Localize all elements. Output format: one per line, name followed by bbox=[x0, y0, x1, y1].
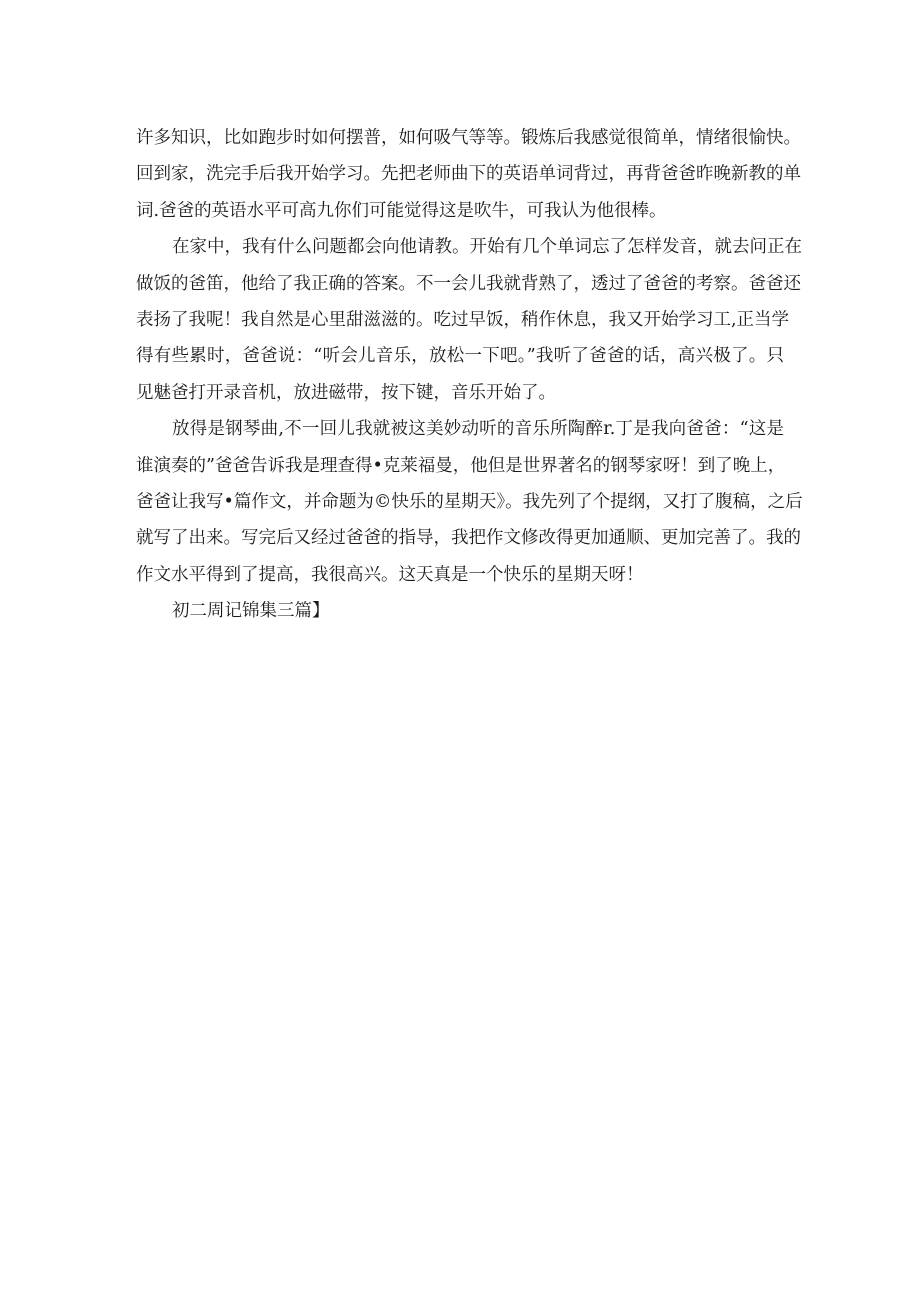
text-line: 放得是钢琴曲,不一回儿我就被这美妙动听的音乐所陶醉r.丁是我向爸爸：“这是 bbox=[172, 419, 784, 440]
paragraph-3 bbox=[136, 411, 803, 593]
text-line: 做饭的爸笛，他给了我正确的答案。不一会儿我就背熟了，透过了爸爸的考察。爸爸还 bbox=[136, 273, 801, 294]
text-line: 见魅爸打开录音机，放进磁带，按下键，音乐开始了。 bbox=[136, 382, 556, 403]
section-heading: 初二周记锦集三篇】 bbox=[172, 601, 330, 622]
text-line: 作文水平得到了提高，我很高兴。这天真是一个快乐的星期天呀！ bbox=[136, 564, 644, 585]
document-body bbox=[136, 120, 803, 629]
text-line: 谁演奏的”爸爸告诉我是理查得•克莱福曼，他但是世界著名的钢琴家呀！到了晚上， bbox=[136, 455, 786, 476]
paragraph-4 bbox=[136, 593, 784, 629]
paragraph-1 bbox=[136, 120, 801, 229]
text-line: 就写了出来。写完后又经过爸爸的指导，我把作文修改得更加通顺、更加完善了。我的 bbox=[136, 528, 801, 549]
text-line: 许多知识，比如跑步时如何摆普，如何吸气等等。锻炼后我感觉很简单，情绪很愉快。 bbox=[136, 128, 801, 148]
text-line: 表扬了我呢！我自然是心里甜滋滋的。吃过早饭，稍作休息，我又开始学习工,正当学 bbox=[136, 309, 790, 330]
text-line: 在家中，我有什么问题都会向他请教。开始有几个单词忘了怎样发音，就去问正在 bbox=[172, 237, 802, 258]
text-line: 爸爸让我写•篇作文，并命题为©快乐的星期天》。我先列了个提纲，又打了腹稿，之后 bbox=[136, 491, 803, 512]
paragraph-2 bbox=[136, 229, 802, 411]
text-line: 回到家，洗完手后我开始学习。先把老师曲下的英语单词背过，再背爸爸昨晚新教的单 bbox=[136, 164, 801, 185]
text-line: 得有些累时，爸爸说：“听会儿音乐，放松一下吧。”我听了爸爸的话，高兴极了。只 bbox=[136, 346, 784, 367]
text-line: 词.爸爸的英语水平可高九你们可能觉得这是吹牛，可我认为他很棒。 bbox=[136, 200, 667, 221]
